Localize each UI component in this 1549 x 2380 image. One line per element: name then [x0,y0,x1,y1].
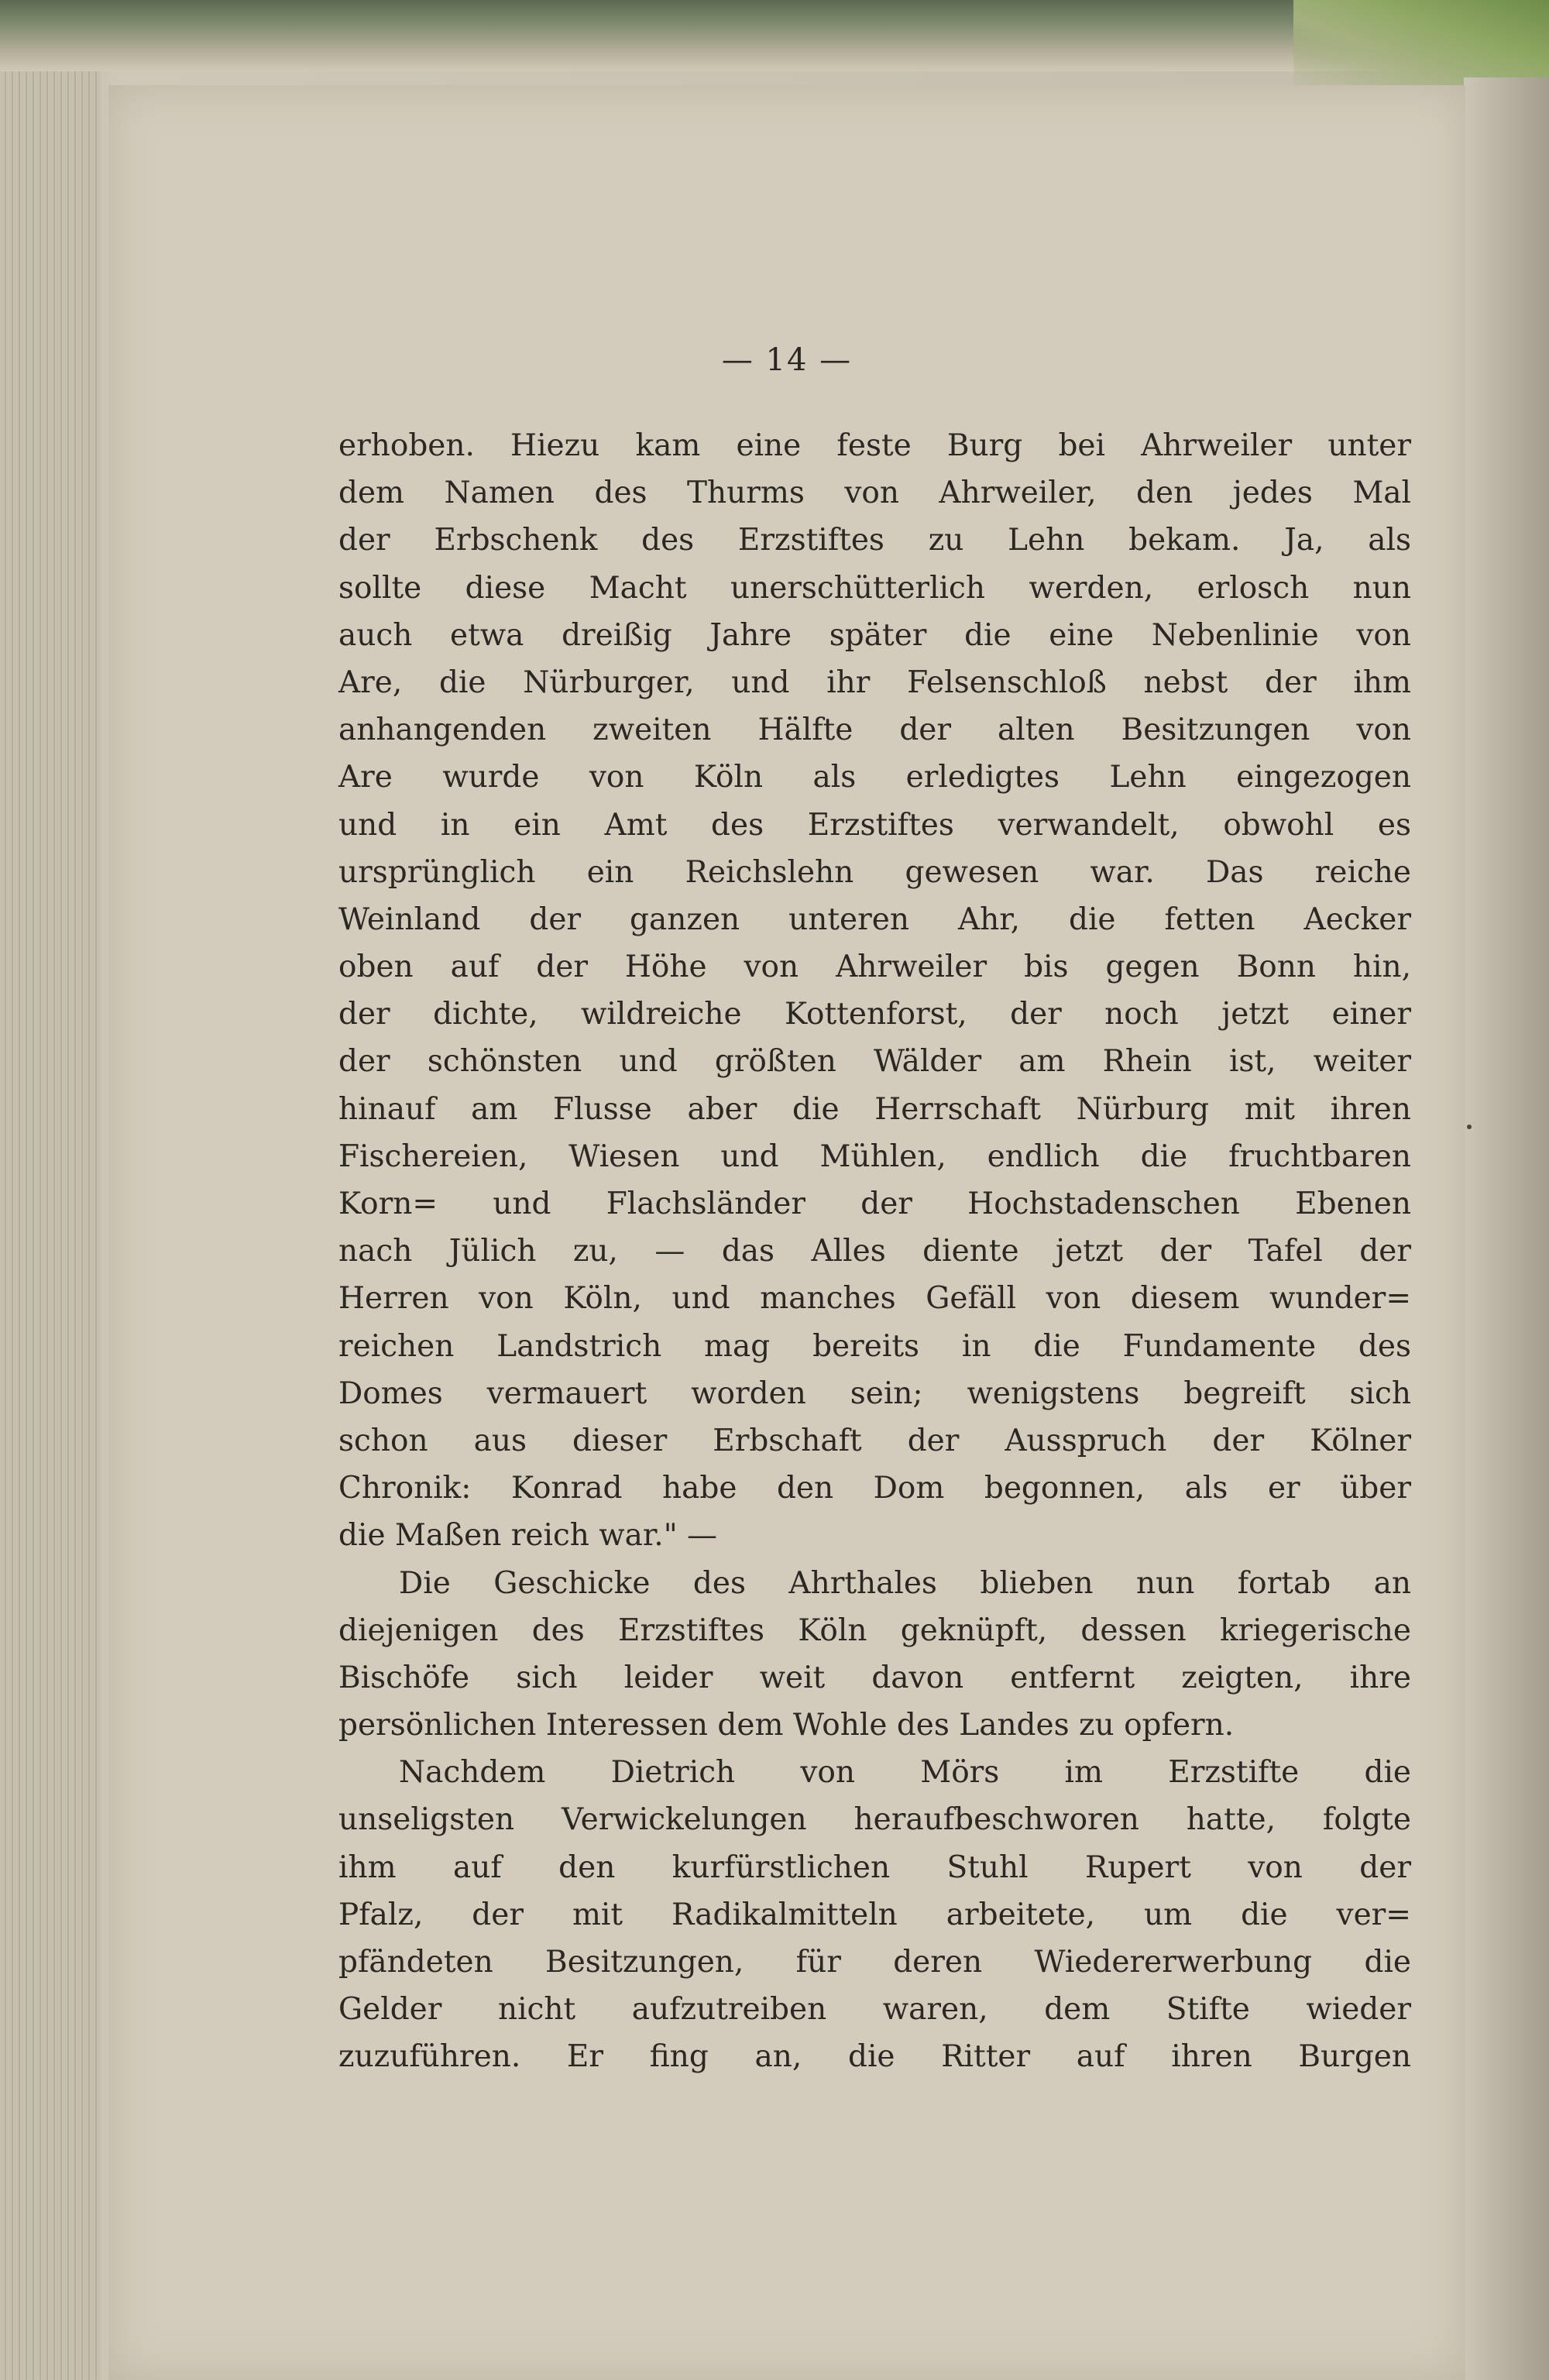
text-line: Pfalz, der mit Radikalmitteln arbeitete, um die ver= [338,1897,1411,1932]
text-line: anhangenden zweiten Hälfte der alten Besitzungen von [338,713,1411,748]
text-line: Herren von Köln, und manches Gefäll von diesem wunder= [338,1281,1411,1317]
text-line: Are wurde von Köln als erledigtes Lehn eingezogen [338,760,1411,795]
text-line: die Maßen reich war." — [338,1518,718,1554]
text-line: dem Namen des Thurms von Ahrweiler, den jedes Mal [338,476,1411,511]
text-line: und in ein Amt des Erzstiftes verwandelt, obwohl es [338,807,1411,843]
text-line: ursprünglich ein Reichslehn gewesen war. Das reiche [338,854,1411,890]
text-line: unseligsten Verwickelungen heraufbeschworen hatte, folgte [338,1802,1411,1838]
text-line: ihm auf den kurfürstlichen Stuhl Rupert von der [338,1849,1411,1885]
text-line: Korn= und Flachsländer der Hochstadenschen Ebenen [338,1187,1411,1221]
text-line: Die Geschicke des Ahrthales blieben nun fortab an [399,1565,1411,1601]
stacked-page-edges [0,71,101,2380]
speck-mark [1467,1125,1472,1129]
text-line: reichen Landstrich mag bereits in die Fundamente des [338,1328,1411,1364]
text-line: Are, die Nürburger, und ihr Felsenschloß nebst der ihm [338,665,1411,700]
text-line: pfändeten Besitzungen, für deren Wiedererwerbung die [338,1945,1411,1980]
text-line: der dichte, wildreiche Kottenforst, der noch jetzt einer [338,997,1411,1032]
text-line: auch etwa dreißig Jahre später die eine Nebenlinie von [338,617,1411,653]
text-line: Chronik: Konrad habe den Dom begonnen, als er über [338,1471,1411,1506]
text-line: Nachdem Dietrich von Mörs im Erzstifte die [399,1755,1411,1791]
text-line: Bischöfe sich leider weit davon entfernt zeigten, ihre [338,1660,1411,1695]
text-line: der Erbschenk des Erzstiftes zu Lehn bekam. Ja, als [338,523,1411,558]
text-line: erhoben. Hiezu kam eine feste Burg bei Ahrweiler unter [338,428,1411,463]
text-line: persönlichen Interessen dem Wohle des Landes zu opfern. [338,1708,1235,1743]
text-line: diejenigen des Erzstiftes Köln geknüpft, dessen kriegerische [338,1612,1411,1648]
text-line: Domes vermauert worden sein; wenigstens begreift sich [338,1375,1411,1411]
text-line: Gelder nicht aufzutreiben waren, dem Stifte wieder [338,1992,1411,2028]
text-line: oben auf der Höhe von Ahrweiler bis gegen Bonn hin, [338,950,1411,985]
text-line: zuzuführen. Er fing an, die Ritter auf ihren Burgen [338,2039,1411,2075]
page-right-edge [1464,77,1549,2380]
text-line: Fischereien, Wiesen und Mühlen, endlich die fruchtbaren [338,1138,1411,1174]
body-text [338,422,1411,2081]
text-line: nach Jülich zu, — das Alles diente jetzt der Tafel der [338,1234,1411,1269]
text-line: schon aus dieser Erbschaft der Ausspruch der Kölner [338,1423,1411,1458]
page-number: — 14 — [721,342,853,378]
text-line: Weinland der ganzen unteren Ahr, die fetten Aecker [338,902,1411,937]
text-line: der schönsten und größten Wälder am Rhein ist, weiter [338,1044,1411,1080]
text-line: hinauf am Flusse aber die Herrschaft Nürburg mit ihren [338,1091,1411,1127]
text-line: sollte diese Macht unerschütterlich werden, erlosch nun [338,570,1411,606]
book-page [108,85,1465,2380]
